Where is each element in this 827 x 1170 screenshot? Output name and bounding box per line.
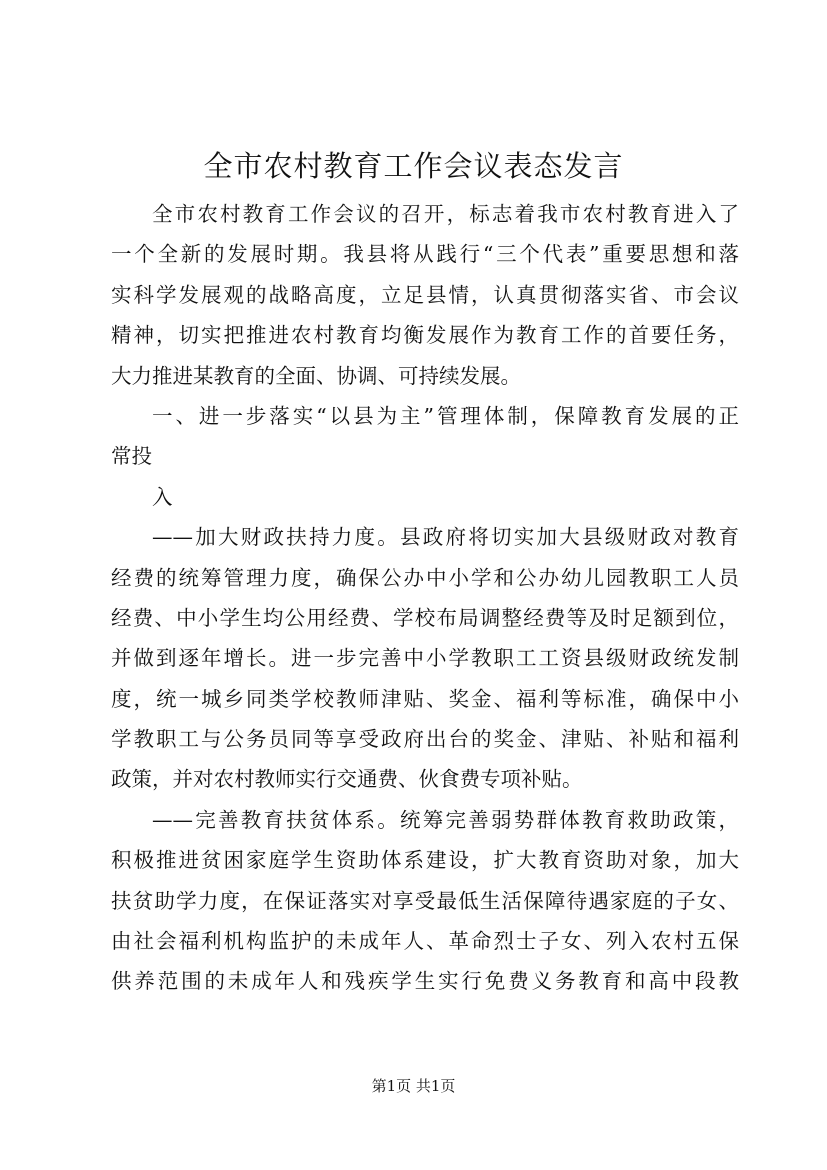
section-heading-line: 入 (152, 484, 173, 509)
body-line: 学教职工与公务员同等享受政府出台的奖金、津贴、补贴和福利 (111, 727, 739, 752)
page-footer: 第1页 共1页 (371, 1077, 456, 1095)
body-line: 经费、中小学生均公用经费、学校布局调整经费等及时足额到位， (111, 605, 739, 630)
section-heading-line: 一、进一步落实“以县为主”管理体制，保障教育发展的正 (152, 403, 739, 428)
body-line: 由社会福利机构监护的未成年人、革命烈士子女、列入农村五保 (111, 929, 739, 954)
body-line: 度，统一城乡同类学校教师津贴、奖金、福利等标准，确保中小 (111, 686, 739, 711)
body-line: 一个全新的发展时期。我县将从践行“三个代表”重要思想和落 (111, 242, 739, 267)
body-line: 供养范围的未成年人和残疾学生实行免费义务教育和高中段教 (111, 969, 739, 994)
body-line: 精神，切实把推进农村教育均衡发展作为教育工作的首要任务， (111, 323, 739, 348)
body-line: 大力推进某教育的全面、协调、可持续发展。 (111, 363, 521, 388)
body-line: 实科学发展观的战略高度，立足县情，认真贯彻落实省、市会议 (111, 282, 739, 307)
body-line: ——完善教育扶贫体系。统筹完善弱势群体教育救助政策， (152, 807, 739, 832)
body-line: 政策，并对农村教师实行交通费、伙食费专项补贴。 (111, 767, 583, 792)
body-line: 全市农村教育工作会议的召开，标志着我市农村教育进入了 (152, 202, 739, 226)
body-line: 扶贫助学力度，在保证落实对享受最低生活保障待遇家庭的子女、 (111, 888, 739, 913)
document-body (111, 194, 739, 1002)
body-line: 并做到逐年增长。进一步完善中小学教职工工资县级财政统发制 (111, 646, 739, 671)
body-line: 积极推进贫困家庭学生资助体系建设，扩大教育资助对象，加大 (111, 848, 739, 873)
document-title: 全市农村教育工作会议表态发言 (203, 149, 624, 183)
body-line: ——加大财政扶持力度。县政府将切实加大县级财政对教育 (152, 525, 739, 550)
section-heading-line: 常投 (111, 444, 152, 469)
body-line: 经费的统筹管理力度，确保公办中小学和公办幼儿园教职工人员 (111, 565, 739, 590)
